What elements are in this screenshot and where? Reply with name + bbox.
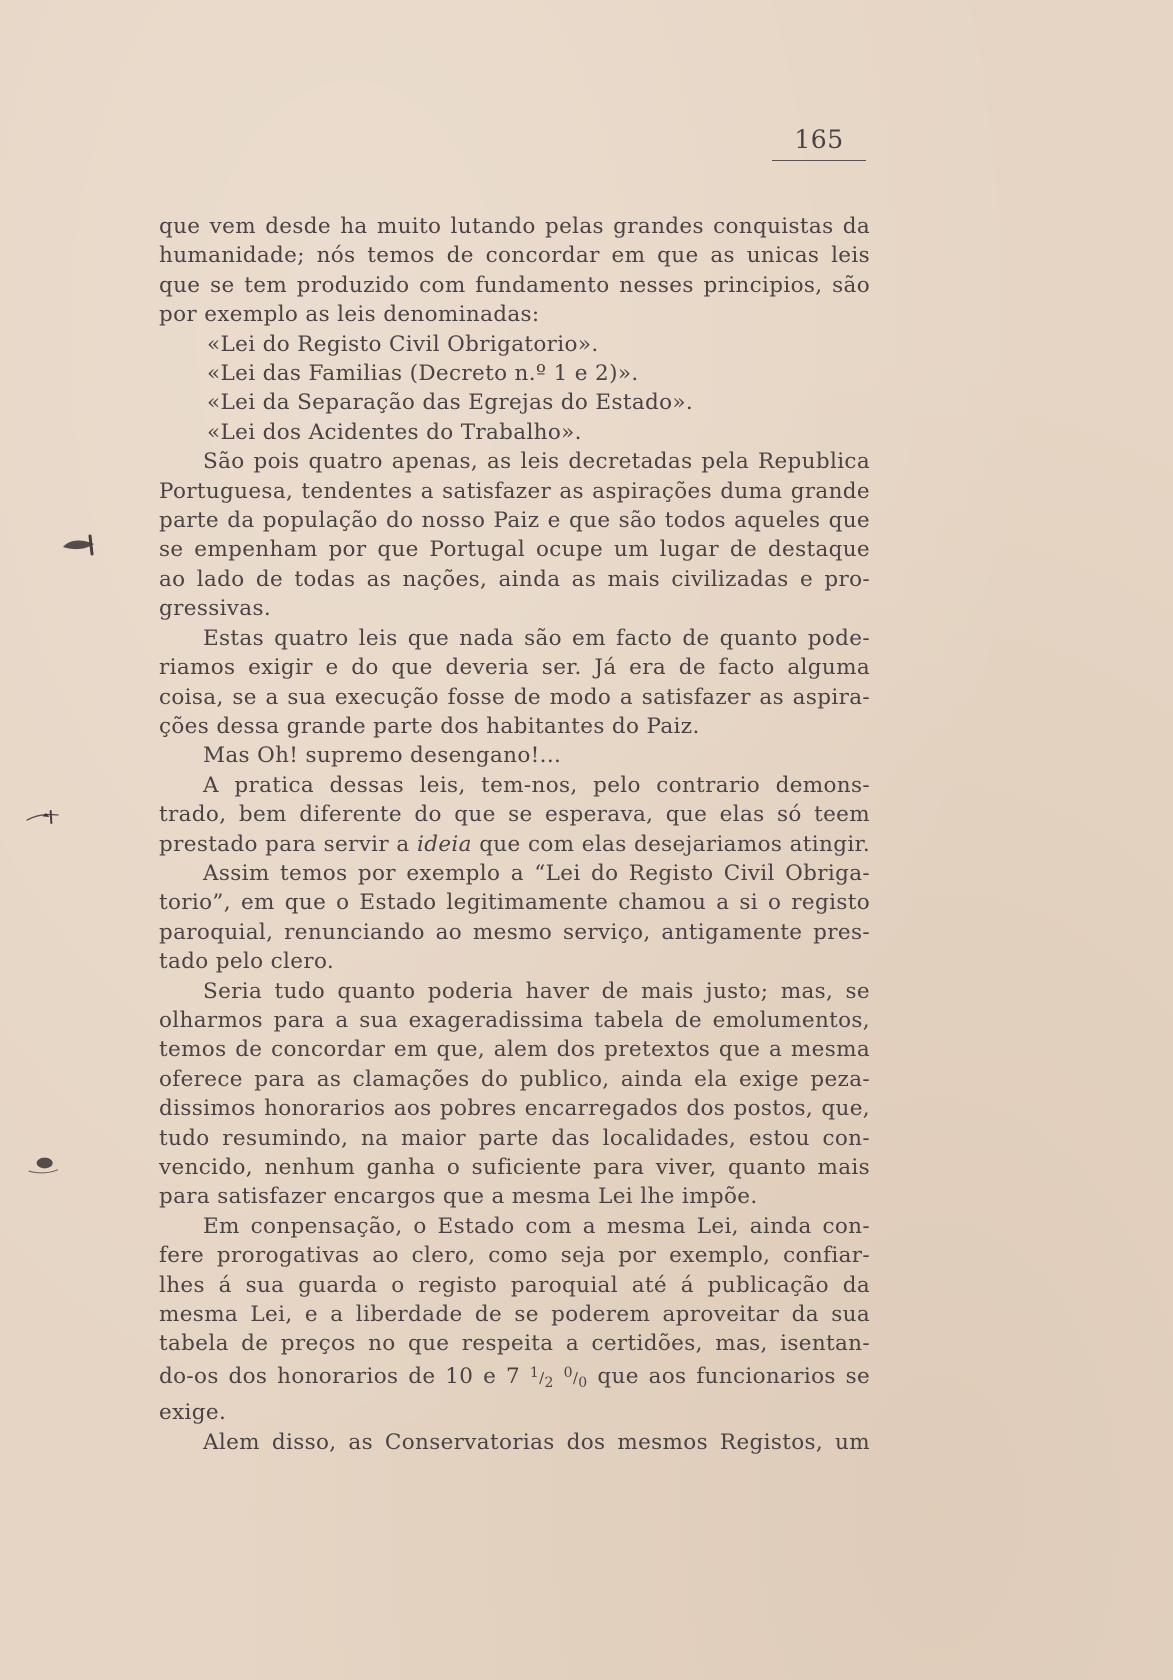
text-line: por exemplo as leis denominadas: (159, 302, 540, 328)
text-line (159, 830, 870, 859)
text-line: torio”, em que o Estado legitimamente chamou a si o registo (159, 890, 870, 916)
text-line: parte da população do nosso Paiz e que são todos aqueles que (159, 508, 870, 534)
text-line (159, 1359, 870, 1398)
text-line: Assim temos por exemplo a “Lei do Registo Civil Obriga- (203, 860, 870, 886)
law-list-item: «Lei das Familias (Decreto n.º 1 e 2)». (207, 361, 639, 387)
text-line: Mas Oh! supremo desengano!... (203, 743, 562, 769)
binding-hole-mark (22, 1148, 62, 1178)
body-text (159, 212, 870, 1457)
text-line: fere prorogativas ao clero, como seja por exemplo, confiar- (159, 1243, 870, 1269)
text-line: temos de concordar em que, alem dos pretextos que a mesma (159, 1037, 870, 1063)
text-line: riamos exigir e do que deveria ser. Já era de facto alguma (159, 655, 870, 681)
text-line: exige. (159, 1400, 227, 1426)
law-list-item: «Lei da Separação das Egrejas do Estado». (207, 390, 694, 416)
text-line: tado pelo clero. (159, 949, 335, 975)
text-line: oferece para as clamações do publico, ainda ela exige peza- (159, 1066, 870, 1092)
page-number-rule (772, 160, 866, 161)
text-line: Portuguesa, tendentes a satisfazer as aspirações duma grande (159, 478, 870, 504)
text-line: trado, bem diferente do que se esperava, que elas só teem (159, 802, 870, 828)
text-line: ções dessa grande parte dos habitantes do Paiz. (159, 713, 700, 739)
text-line: ao lado de todas as nações, ainda as mais civilizadas e pro- (159, 566, 870, 592)
text-line: se empenham por que Portugal ocupe um lugar de destaque (159, 537, 870, 563)
text-line: para satisfazer encargos que a mesma Lei lhe impõe. (159, 1184, 758, 1210)
text-fragment: prestado para servir a (159, 831, 410, 857)
text-line: tudo resumindo, na maior parte das localidades, estou con- (159, 1125, 870, 1151)
percent-sign: $^0/_0$ (563, 1364, 588, 1391)
text-line: humanidade; nós temos de concordar em que as unicas leis (159, 243, 870, 269)
text-line: Seria tudo quanto poderia haver de mais justo; mas, se (203, 978, 870, 1004)
text-line: que se tem produzido com fundamento nesses principios, são (159, 272, 870, 298)
binding-hole-mark (24, 802, 64, 832)
text-line: São pois quatro apenas, as leis decretadas pela Republica (203, 449, 870, 475)
fraction-one-half: $^1/_2$ (529, 1364, 554, 1391)
text-line: paroquial, renunciando ao mesmo serviço, antigamente pres- (159, 919, 870, 945)
text-line: tabela de preços no que respeita a certidões, mas, isentan- (159, 1331, 870, 1357)
text-fragment: que aos funcionarios se (597, 1363, 871, 1389)
text-line: Em conpensação, o Estado com a mesma Lei, ainda con- (203, 1213, 870, 1239)
text-line: vencido, nenhum ganha o suficiente para viver, quanto mais (159, 1155, 870, 1180)
page-number: 165 (794, 125, 844, 154)
text-fragment: do-os dos honorarios de 10 e 7 (159, 1363, 521, 1389)
text-line: coisa, se a sua execução fosse de modo a satisfazer as aspira- (159, 684, 870, 710)
text-line: mesma Lei, e a liberdade de se poderem aproveitar da sua (159, 1302, 870, 1328)
text-line: que vem desde ha muito lutando pelas grandes conquistas da (159, 214, 870, 239)
binding-hole-mark (60, 530, 100, 560)
text-line: Estas quatro leis que nada são em facto de quanto pode- (203, 625, 870, 651)
text-line: A pratica dessas leis, tem-nos, pelo contrario demons- (203, 772, 870, 798)
law-list-item: «Lei do Registo Civil Obrigatorio». (207, 331, 599, 357)
text-line: gressivas. (159, 596, 272, 622)
text-fragment: que com elas desejariamos atingir. (479, 831, 871, 857)
law-list-item: «Lei dos Acidentes do Trabalho». (207, 419, 582, 445)
text-line: dissimos honorarios aos pobres encarregados dos postos, que, (159, 1096, 870, 1122)
text-line: lhes á sua guarda o registo paroquial até á publicação da (159, 1272, 870, 1298)
text-line: olharmos para a sua exageradissima tabela de emolumentos, (159, 1007, 870, 1033)
text-line: Alem disso, as Conservatorias dos mesmos Registos, um (203, 1429, 870, 1455)
italic-word: ideia (416, 831, 472, 857)
